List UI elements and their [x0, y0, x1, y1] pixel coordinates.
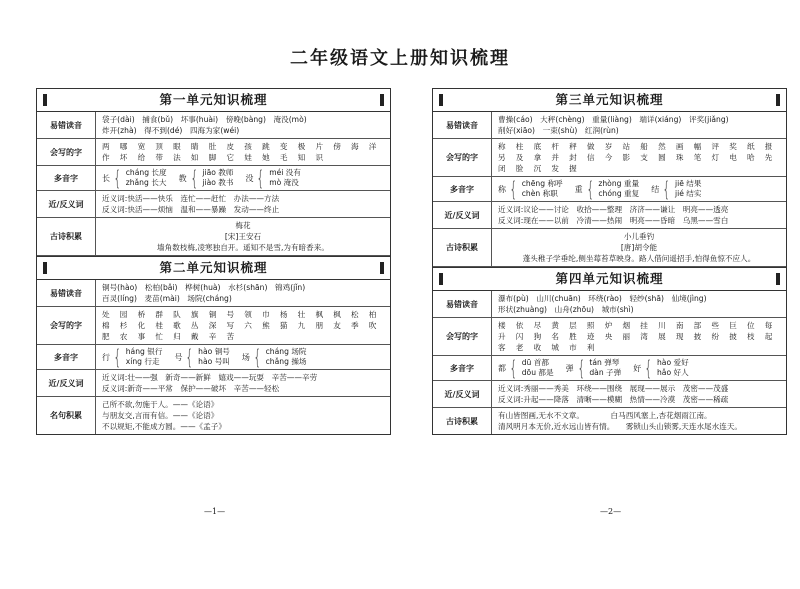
text-line: 袋子(dài) 捕食(bǔ) 坏事(huài) 傍晚(bàng) 淹没(mò) — [102, 115, 307, 124]
polyphone-group — [575, 179, 640, 199]
unit2-huixie-row — [37, 307, 390, 345]
text-line: 反义词:现在——以前 冷清——热闹 明亮——昏暗 乌黑——雪白 — [498, 216, 729, 225]
polyphone-group — [179, 168, 234, 188]
unit2-header — [37, 257, 390, 280]
polyphone-char: 场 — [241, 352, 250, 362]
row-content — [96, 345, 390, 369]
polyphone-char: 都 — [498, 363, 506, 373]
unit3-huixie-row — [433, 139, 786, 177]
header-mark-left — [43, 94, 47, 106]
brace-icon: { — [253, 345, 262, 369]
row-content — [96, 166, 390, 190]
brace-icon: { — [185, 345, 194, 369]
unit3-yicuo-row — [433, 112, 786, 139]
text-line: 客 老 收 城 市 利 — [498, 343, 596, 352]
row-content — [96, 307, 390, 344]
row-content — [492, 291, 786, 317]
row-label: 古诗积累 — [433, 229, 492, 266]
text-line: 反义词:新奇——平常 保护——破坏 辛苦——轻松 — [102, 384, 280, 393]
poem-lines: 墙角数枝梅,凌寒独自开。遥知不是雪,为有暗香来。 — [157, 243, 329, 252]
row-content — [492, 381, 786, 407]
polyphone-group — [102, 347, 162, 367]
page-number-right: —2— — [600, 507, 622, 516]
reading-b: hǎo 好人 — [656, 368, 689, 377]
text-line: 反义词:快活——烦恼 温和——暴躁 发动——终止 — [102, 205, 280, 214]
text-line: 百灵(líng) 麦苗(mài) 场院(cháng) — [102, 294, 232, 303]
polyphone-char: 弹 — [565, 363, 574, 373]
row-label: 多音字 — [37, 345, 96, 369]
poem-lines: 蓬头稚子学垂纶,侧坐莓苔草映身。路人借问遥招手,怕得鱼惊不应人。 — [522, 254, 756, 263]
unit4-jinfan-row — [433, 381, 786, 408]
unit3-duoyin-row — [433, 177, 786, 202]
unit3-section — [432, 88, 787, 435]
polyphone-char: 称 — [498, 184, 506, 194]
polyphone-char: 行 — [102, 352, 110, 362]
polyphone-char: 长 — [102, 173, 110, 183]
brace-icon: { — [644, 356, 653, 380]
row-label: 易错读音 — [433, 112, 492, 138]
text-line: 削好(xiāo) 一束(shù) 红润(rùn) — [498, 126, 619, 135]
header-mark-left — [439, 94, 443, 106]
unit2-title: 第二单元知识梳理 — [159, 260, 268, 275]
row-label: 会写的字 — [37, 139, 96, 165]
text-line: 瀑布(pù) 山川(chuān) 环绕(rào) 轻纱(shā) 仙境(jìng) — [498, 294, 707, 303]
row-label: 近/反义词 — [37, 191, 96, 217]
text-line: 两 哪 宽 顶 眼 睛 肚 皮 孩 跳 变 极 片 傍 海 洋 — [102, 142, 378, 151]
brace-icon: { — [257, 166, 265, 190]
reading-a: háng 银行 — [125, 347, 163, 356]
reading-b: dàn 子弹 — [589, 368, 622, 377]
row-content — [492, 112, 786, 138]
page-number-left: —1— — [204, 507, 226, 516]
text-line: 楼 依 尽 黄 层 照 炉 烟 挂 川 南 部 些 巨 位 每 — [498, 321, 774, 330]
brace-icon: { — [577, 356, 585, 380]
text-line: 闭 脸 沉 发 握 — [498, 164, 579, 173]
row-label: 多音字 — [433, 177, 492, 201]
unit2-duoyin-row — [37, 345, 390, 370]
text-line: 清风明月本无价,近水远山皆有情。 雾锁山头山锁雾,天连水尾水连天。 — [498, 422, 743, 431]
row-content — [96, 218, 390, 255]
unit2-yicuo-row — [37, 280, 390, 307]
row-content — [492, 318, 786, 355]
row-label: 易错读音 — [433, 291, 492, 317]
brace-icon: { — [113, 345, 122, 369]
unit4-header — [433, 268, 786, 291]
text-line: 反义词:升起——降落 清晰——模糊 热情——冷漠 茂密——稀疏 — [498, 395, 729, 404]
left-page — [36, 88, 391, 435]
poem-author: [宋]王安石 — [224, 232, 262, 241]
reading-a: cháng 场院 — [265, 347, 307, 356]
reading-a: tán 弹琴 — [589, 358, 620, 367]
row-content — [96, 191, 390, 217]
polyphone-group — [174, 347, 229, 367]
reading-b: chǎng 操场 — [265, 357, 307, 366]
text-line: 近义词:快活——快乐 连忙——赶忙 办法——方法 — [102, 194, 280, 203]
row-label: 名句积累 — [37, 397, 96, 434]
reading-b: chèn 称职 — [521, 189, 558, 198]
document-title: 二年级语文上册知识梳理 — [290, 48, 510, 69]
unit3-header — [433, 89, 786, 112]
unit4-duoyin-row — [433, 356, 786, 381]
reading-a: hào 爱好 — [656, 358, 689, 367]
text-line: 形状(zhuàng) 山舟(zhōu) 城市(shì) — [498, 305, 634, 314]
unit4-title: 第四单元知识梳理 — [555, 271, 664, 286]
unit3-gushi-row — [433, 229, 786, 267]
reading-b: jiào 教书 — [202, 178, 234, 187]
unit4-section — [433, 267, 786, 434]
text-line: 炸开(zhà) 得不到(dé) 四海为家(wéi) — [102, 126, 240, 135]
text-line: 肥 农 事 忙 归 戴 辛 苦 — [102, 332, 236, 341]
unit2-section — [37, 256, 390, 434]
row-content — [492, 356, 786, 380]
row-label: 易错读音 — [37, 280, 96, 306]
row-label: 会写的字 — [433, 318, 492, 355]
polyphone-char: 没 — [245, 173, 254, 183]
unit4-huixie-row — [433, 318, 786, 356]
polyphone-group — [566, 358, 622, 378]
reading-a: chēng 称呼 — [521, 179, 563, 188]
header-mark-right — [380, 262, 384, 274]
text-line: 另 及 拿 并 封 信 今 影 支 圆 珠 笔 灯 电 哈 先 — [498, 153, 774, 162]
reading-a: hào 铜号 — [198, 347, 230, 356]
unit4-gushi-row — [433, 408, 786, 434]
brace-icon: { — [190, 166, 198, 190]
text-line: 近义词:壮——强 新奇——新鲜 嬉戏——玩耍 辛苦——辛劳 — [102, 373, 318, 382]
unit3-title: 第三单元知识梳理 — [555, 92, 664, 107]
poem-author: [唐]胡令能 — [620, 243, 658, 252]
text-line: 近义词:秀丽——秀美 环绕——围绕 展现——展示 茂密——茂盛 — [498, 384, 729, 393]
reading-b: chóng 重复 — [598, 189, 640, 198]
polyphone-group — [242, 347, 307, 367]
right-page — [432, 88, 787, 435]
brace-icon: { — [509, 356, 518, 380]
row-content — [96, 370, 390, 396]
row-label: 易错读音 — [37, 112, 96, 138]
row-content — [492, 202, 786, 228]
polyphone-group — [498, 179, 563, 199]
reading-b: dōu 都是 — [521, 368, 554, 377]
reading-b: jié 结实 — [674, 189, 702, 198]
unit2-jinfan-row — [37, 370, 390, 397]
row-content — [96, 397, 390, 434]
text-line: 曹操(cáo) 大秤(chèng) 重量(liàng) 端详(xiáng) 评奖(jiǎng) — [498, 115, 729, 124]
brace-icon: { — [509, 177, 518, 201]
reading-b: zhǎng 长大 — [125, 178, 167, 187]
text-line: 处 园 桥 群 队 旗 铜 号 领 巾 杨 壮 枫 枫 松 柏 — [102, 310, 378, 319]
text-line: 铜号(hào) 松柏(bǎi) 桦树(huà) 水杉(shān) 锦鸡(jǐn) — [102, 283, 306, 292]
row-label: 古诗积累 — [37, 218, 96, 255]
unit1-duoyin-row — [37, 166, 390, 191]
reading-b: xíng 行走 — [125, 357, 160, 366]
polyphone-char: 结 — [651, 184, 660, 194]
row-content — [492, 139, 786, 176]
row-content — [492, 229, 786, 266]
text-line: 近义词:议论——讨论 收拾——整理 济济——谦让 明亮——透亮 — [498, 205, 729, 214]
header-mark-right — [380, 94, 384, 106]
row-label: 近/反义词 — [37, 370, 96, 396]
unit1-section — [36, 88, 391, 435]
unit2-mingju-row — [37, 397, 390, 434]
header-mark-right — [776, 94, 780, 106]
text-line: 棉 杉 化 桂 歌 丛 深 写 六 熊 猫 九 朋 友 季 吹 — [102, 321, 378, 330]
unit1-gushi-row — [37, 218, 390, 256]
text-line: 称 柱 底 杆 秤 做 岁 站 船 然 画 幅 评 奖 纸 报 — [498, 142, 774, 151]
reading-a: méi 没有 — [269, 168, 301, 177]
poem-title: 梅花 — [235, 221, 251, 230]
row-label: 多音字 — [433, 356, 492, 380]
brace-icon: { — [586, 177, 594, 201]
polyphone-group — [633, 358, 688, 378]
reading-a: jiē 结果 — [674, 179, 702, 188]
row-content — [492, 177, 786, 201]
reading-a: dū 首都 — [521, 358, 549, 367]
header-mark-left — [439, 273, 443, 285]
reading-b: hào 号叫 — [198, 357, 230, 366]
polyphone-char: 好 — [633, 363, 642, 373]
polyphone-char: 重 — [574, 184, 583, 194]
polyphone-char: 教 — [178, 173, 187, 183]
row-label: 近/反义词 — [433, 202, 492, 228]
polyphone-group — [245, 168, 301, 188]
reading-a: jiāo 教师 — [202, 168, 234, 177]
text-line: 不以规矩,不能成方圆。——《孟子》 — [102, 422, 226, 431]
row-label: 多音字 — [37, 166, 96, 190]
unit1-huixie-row — [37, 139, 390, 166]
row-content — [492, 408, 786, 434]
unit3-jinfan-row — [433, 202, 786, 229]
row-content — [96, 139, 390, 165]
unit1-jinfan-row — [37, 191, 390, 218]
header-mark-right — [776, 273, 780, 285]
row-content — [96, 280, 390, 306]
brace-icon: { — [113, 166, 122, 190]
reading-b: mò 淹没 — [269, 178, 299, 187]
text-line: 与朋友交,言而有信。——《论语》 — [102, 411, 219, 420]
text-line: 作 坏 给 带 法 如 脚 它 娃 她 毛 知 识 — [102, 153, 325, 162]
poem-title: 小儿垂钓 — [623, 232, 655, 241]
header-mark-left — [43, 262, 47, 274]
reading-a: cháng 长度 — [125, 168, 167, 177]
unit1-title: 第一单元知识梳理 — [159, 92, 268, 107]
brace-icon: { — [662, 177, 671, 201]
text-line: 己所不欲,勿施于人。——《论语》 — [102, 400, 219, 409]
unit1-yicuo-row — [37, 112, 390, 139]
row-label: 会写的字 — [37, 307, 96, 344]
unit4-yicuo-row — [433, 291, 786, 318]
unit1-header — [37, 89, 390, 112]
row-label: 古诗积累 — [433, 408, 492, 434]
polyphone-char: 号 — [174, 352, 183, 362]
row-label: 会写的字 — [433, 139, 492, 176]
reading-a: zhòng 重量 — [598, 179, 640, 188]
text-line: 有山皆图画,无水不文章。 白马西风塞上,杏花烟雨江南。 — [498, 411, 712, 420]
row-content — [96, 112, 390, 138]
row-label: 近/反义词 — [433, 381, 492, 407]
polyphone-group — [651, 179, 701, 199]
polyphone-group — [498, 358, 554, 378]
text-line: 升 闪 狗 名 胜 迹 央 丽 湾 展 现 披 纷 披 枝 起 — [498, 332, 774, 341]
polyphone-group — [102, 168, 167, 188]
